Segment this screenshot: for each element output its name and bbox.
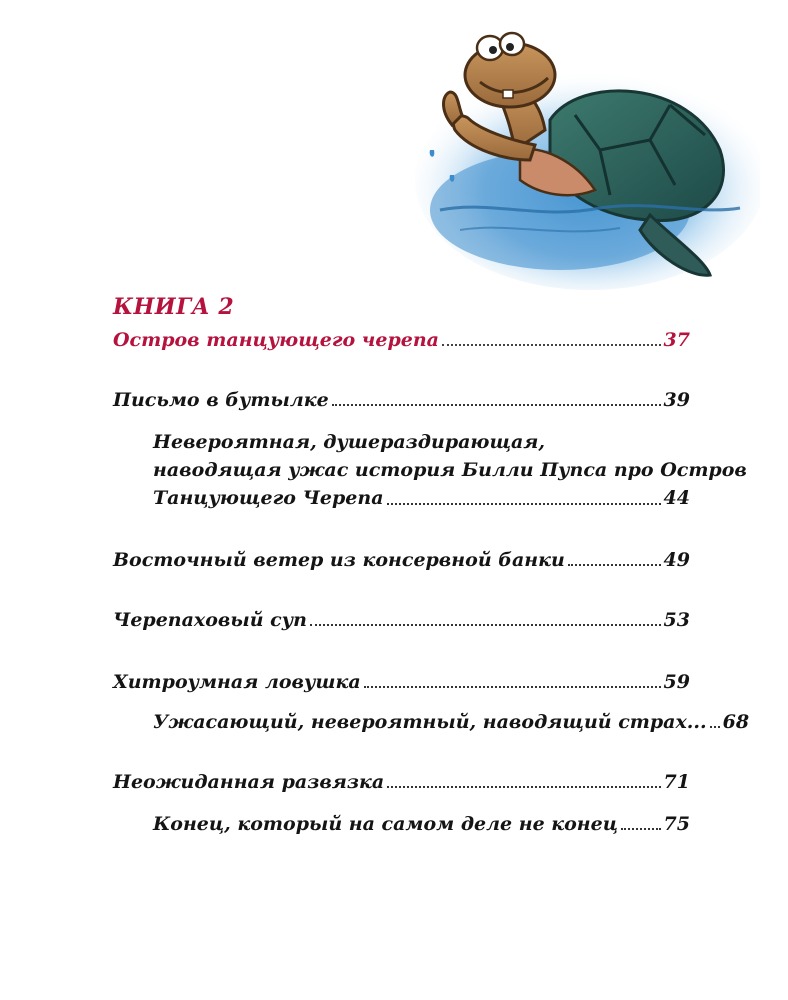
toc-entry[interactable] bbox=[113, 770, 690, 794]
toc-entry[interactable] bbox=[113, 388, 690, 412]
toc-page-number: 44 bbox=[663, 487, 690, 509]
toc-leader-dots bbox=[568, 564, 661, 566]
toc-entry-last-line bbox=[153, 484, 690, 512]
toc-entry-title: Восточный ветер из консервной банки bbox=[113, 549, 565, 571]
toc-leader-dots bbox=[387, 503, 661, 505]
toc-page-number: 53 bbox=[663, 609, 690, 631]
toc-leader-dots bbox=[442, 344, 661, 346]
toc-page-number: 39 bbox=[663, 389, 690, 411]
toc-leader-dots bbox=[387, 786, 660, 788]
toc-entry[interactable] bbox=[113, 328, 690, 352]
toc-leader-dots bbox=[364, 686, 661, 688]
toc-entry-title: Остров танцующего черепа bbox=[113, 329, 439, 351]
toc-leader-dots bbox=[621, 828, 661, 830]
toc-page-number: 68 bbox=[722, 711, 750, 733]
toc-page-number: 49 bbox=[663, 549, 690, 571]
toc-page-number: 71 bbox=[663, 771, 690, 793]
toc-entry-title: Черепаховый суп bbox=[113, 609, 307, 631]
toc-entry[interactable] bbox=[153, 710, 750, 734]
toc-entry-line: Невероятная, душераздирающая, bbox=[153, 431, 546, 453]
toc-page-number: 75 bbox=[663, 813, 690, 835]
toc-entry-title: Ужасающий, невероятный, наводящий страх... bbox=[153, 711, 707, 733]
toc-entry-multiline[interactable] bbox=[153, 428, 747, 512]
toc-entry-line: наводящая ужас история Билли Пупса про Остров bbox=[153, 459, 747, 481]
book-label: КНИГА 2 bbox=[113, 294, 235, 320]
toc-leader-dots bbox=[332, 404, 661, 406]
toc-page-number: 59 bbox=[663, 671, 690, 693]
toc-page-number: 37 bbox=[663, 329, 690, 351]
toc-entry[interactable] bbox=[113, 608, 690, 632]
toc-entry-title: Хитроумная ловушка bbox=[113, 671, 361, 693]
toc-entry-title: Танцующего Черепа bbox=[153, 487, 384, 509]
toc-entry[interactable] bbox=[113, 670, 690, 694]
toc-entry-title: Письмо в бутылке bbox=[113, 389, 329, 411]
toc-leader-dots bbox=[710, 726, 720, 728]
toc-entry[interactable] bbox=[113, 548, 690, 572]
toc-entry[interactable] bbox=[153, 812, 690, 836]
toc-entry-title: Неожиданная развязка bbox=[113, 771, 385, 793]
toc-entry-title: Конец, который на самом деле не конец bbox=[153, 813, 619, 835]
toc-leader-dots bbox=[310, 624, 661, 626]
